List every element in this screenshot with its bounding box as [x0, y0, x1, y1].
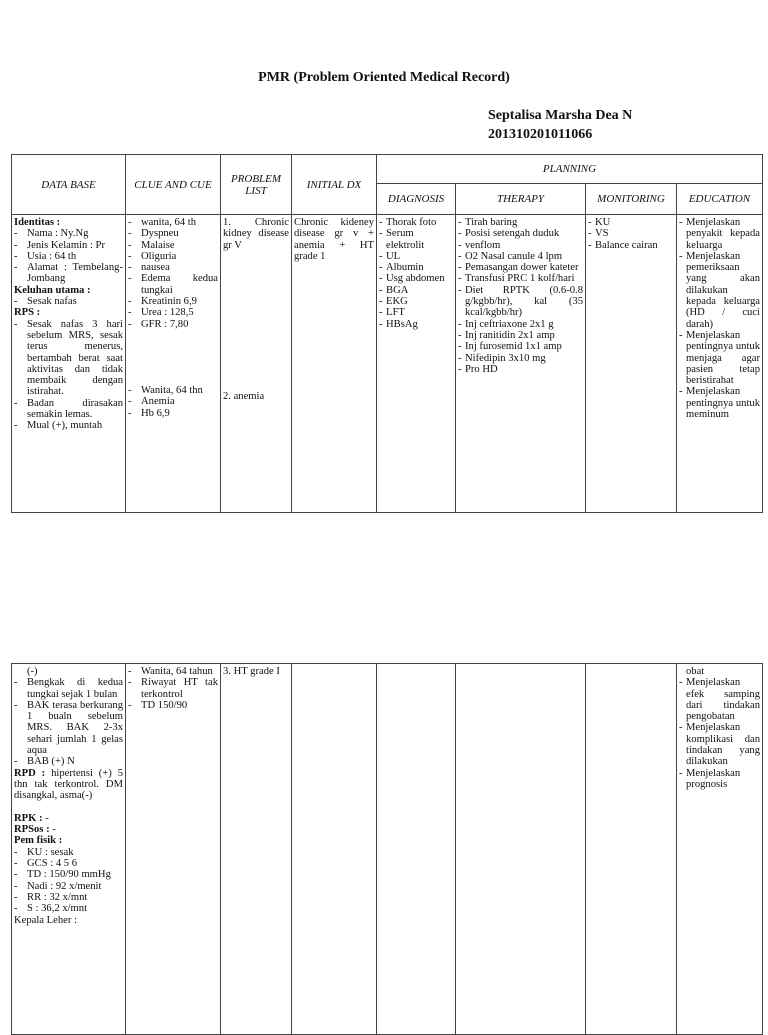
rps-heading: RPS :: [14, 307, 41, 319]
list-item: - Usg abdomen: [379, 273, 445, 285]
header-diagnosis: DIAGNOSIS: [377, 184, 456, 215]
problem-item-2: 2. anemia: [223, 390, 265, 402]
list-item: - Anemia: [128, 396, 175, 408]
list-item: - Posisi setengah duduk: [458, 228, 560, 240]
list-item: - Urea : 128,5: [128, 307, 194, 319]
header-clue-cue: CLUE AND CUE: [126, 155, 221, 215]
diagnosis-cell: [377, 215, 456, 513]
list-item: - Menjelaskan efek samping dari tindakan pengobatan: [679, 677, 760, 723]
list-item: - S : 36,2 x/mnt: [14, 903, 88, 915]
list-item: - UL: [379, 250, 401, 262]
continued-text: obat: [686, 666, 705, 677]
problem-list-cell-cont: [221, 664, 292, 1035]
education-cell: [677, 215, 763, 513]
list-item: - Jenis Kelamin : Pr: [14, 239, 105, 251]
document-title: PMR (Problem Oriented Medical Record): [258, 70, 510, 85]
list-item: - Menjelaskan pentingnya untuk meminum: [679, 386, 760, 421]
data-base-cell: [12, 215, 126, 513]
list-item: - Diet RPTK (0.6-0.8 g/kgbb/hr), kal (35 kcal/kgbb/hr): [458, 284, 583, 319]
list-item: - Sesak nafas 3 hari sebelum MRS, sesak terus menerus, bertambah berat saat aktivitas dan tidak membaik dengan istirahat.: [14, 318, 123, 398]
list-item: - venflom: [458, 239, 501, 251]
list-item: - GCS : 4 5 6: [14, 858, 78, 870]
header-planning: PLANNING: [377, 155, 763, 184]
pem-fisik-heading: Pem fisik :: [14, 835, 63, 847]
list-item: - Albumin: [379, 262, 424, 274]
list-item: - Thorak foto: [379, 217, 437, 228]
list-item: - RR : 32 x/mnt: [14, 891, 88, 903]
list-item: - EKG: [379, 296, 408, 308]
list-item: - Nama : Ny.Ng: [14, 228, 89, 240]
list-item: - Riwayat HT tak terkontrol: [128, 677, 218, 700]
list-item: - Sesak nafas: [14, 296, 77, 308]
therapy-cell-cont: [456, 664, 586, 1035]
list-item: - Inj furosemid 1x1 amp: [458, 341, 562, 353]
list-item: - O2 Nasal canule 4 lpm: [458, 250, 563, 262]
list-item: - TD : 150/90 mmHg: [14, 869, 111, 881]
list-item: - KU : sesak: [14, 846, 74, 858]
author-block: [488, 106, 632, 144]
list-item: - Menjelaskan penyakit kepada keluarga: [679, 217, 760, 251]
list-item: - Menjelaskan pemeriksaan yang akan dilakukan kepada keluarga (HD / cuci darah): [679, 250, 760, 330]
header-therapy: THERAPY: [456, 184, 586, 215]
author-id: 201310201011066: [488, 127, 593, 142]
list-item: - Nifedipin 3x10 mg: [458, 352, 546, 364]
list-item: - Hb 6,9: [128, 407, 170, 419]
list-item: - Malaise: [128, 239, 175, 251]
continued-text: (-): [27, 666, 38, 677]
list-item: - BGA: [379, 284, 409, 296]
diagnosis-cell-cont: [377, 664, 456, 1035]
pmr-table-page-2: [11, 663, 763, 1035]
list-item: - Wanita, 64 tahun: [128, 666, 213, 677]
list-item: - TD 150/90: [128, 699, 188, 711]
list-item: - Usia : 64 th: [14, 250, 77, 262]
keluhan-heading: Keluhan utama :: [14, 284, 91, 296]
list-item: - VS: [588, 228, 609, 240]
list-item: - Mual (+), muntah: [14, 420, 103, 432]
list-item: - GFR : 7,80: [128, 318, 189, 330]
list-item: - LFT: [379, 307, 405, 319]
list-item: - Bengkak di kedua tungkai sejak 1 bulan: [14, 677, 123, 700]
list-item: - Badan dirasakan semakin lemas.: [14, 397, 123, 421]
problem-list-cell: [221, 215, 292, 513]
list-item: - Balance cairan: [588, 239, 658, 251]
list-item: - Tirah baring: [458, 217, 518, 228]
list-item: - Inj ceftriaxone 2x1 g: [458, 318, 554, 330]
pmr-table-page-1: [11, 154, 763, 513]
list-item: - Menjelaskan pentingnya untuk menjaga agar pasien tetap beristirahat: [679, 329, 760, 387]
initial-dx-cell-cont: [292, 664, 377, 1035]
list-item: - nausea: [128, 262, 170, 274]
list-item: - Pemasangan dower kateter: [458, 262, 579, 274]
clue-cue-cell: [126, 215, 221, 513]
header-monitoring: MONITORING: [586, 184, 677, 215]
list-item: - Pro HD: [458, 363, 498, 375]
monitoring-cell: [586, 215, 677, 513]
problem-item-1: 1. Chronic kidney disease gr V: [223, 217, 289, 251]
list-item: - Transfusi PRC 1 kolf/hari: [458, 273, 575, 285]
monitoring-cell-cont: [586, 664, 677, 1035]
list-item: - Wanita, 64 thn: [128, 384, 203, 396]
rpd-line: RPD : hipertensi (+) 5 thn tak terkontrol. DM disangkal, asma(-): [14, 767, 124, 802]
list-item: - Oliguria: [128, 250, 177, 262]
initial-dx-text: Chronic kideney disease gr v + anemia + HT grade 1: [294, 217, 374, 262]
clue-cue-cell-cont: [126, 664, 221, 1035]
rpsos-line: RPSos : -: [14, 824, 56, 836]
rpk-line: RPK : -: [14, 812, 49, 824]
list-item: - Menjelaskan komplikasi dan tindakan yang dilakukan: [679, 722, 760, 768]
list-item: - Dyspneu: [128, 228, 179, 240]
list-item: - Kreatinin 6,9: [128, 296, 197, 308]
list-item: - Inj ranitidin 2x1 amp: [458, 329, 555, 341]
list-item: - Alamat : Tembelang-Jombang: [14, 262, 123, 285]
list-item: - Menjelaskan prognosis: [679, 767, 741, 790]
header-problem-list: PROBLEM LIST: [221, 155, 292, 215]
kepala-leher-line: Kepala Leher :: [14, 914, 77, 926]
data-base-cell-cont: [12, 664, 126, 1035]
problem-item-3: 3. HT grade I: [223, 666, 280, 677]
list-item: - Serum elektrolit: [379, 228, 425, 251]
list-item: - HBsAg: [379, 318, 418, 330]
list-item: - Edema kedua tungkai: [128, 273, 218, 296]
list-item: - BAB (+) N: [14, 756, 75, 768]
list-item: - Nadi : 92 x/menit: [14, 880, 102, 892]
header-education: EDUCATION: [677, 184, 763, 215]
author-name: Septalisa Marsha Dea N: [488, 108, 633, 123]
identitas-heading: Identitas :: [14, 217, 61, 228]
header-data-base: DATA BASE: [12, 155, 126, 215]
therapy-cell: [456, 215, 586, 513]
initial-dx-cell: [292, 215, 377, 513]
list-item: - KU: [588, 217, 611, 228]
education-cell-cont: [677, 664, 763, 1035]
list-item: - BAK terasa berkurang 1 bualn sebelum MRS. BAK 2-3x sehari jumlah 1 gelas aqua: [14, 699, 123, 757]
header-initial-dx: INITIAL DX: [292, 155, 377, 215]
list-item: - wanita, 64 th: [128, 217, 197, 228]
